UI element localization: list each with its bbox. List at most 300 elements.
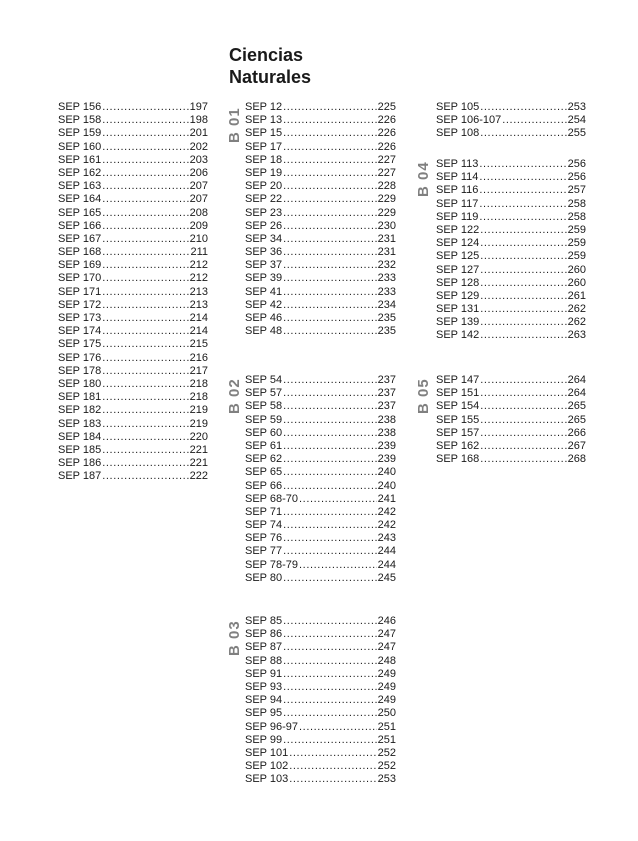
block-label-b01: B 01: [226, 107, 243, 143]
dot-leader: [283, 286, 377, 299]
entry-label: SEP 172: [58, 298, 102, 311]
entry-page-number: 260: [567, 263, 586, 276]
entry-label: SEP 77: [245, 545, 283, 558]
index-entry: [245, 668, 396, 681]
index-entry: [245, 374, 396, 387]
entry-page-number: 214: [189, 312, 208, 324]
index-entry: [245, 641, 396, 654]
entry-page-number: 208: [189, 206, 208, 219]
dot-leader: [102, 114, 188, 127]
dot-leader: [102, 233, 188, 246]
index-entry: [58, 233, 208, 246]
index-entry: [245, 655, 396, 668]
entry-label: SEP 87: [245, 641, 283, 654]
dot-leader: [480, 374, 566, 387]
dot-leader: [283, 655, 377, 668]
entry-page-number: 264: [567, 387, 586, 400]
entry-page-number: 207: [189, 193, 208, 206]
dot-leader: [283, 440, 377, 453]
entry-page-number: 240: [377, 479, 396, 492]
entry-page-number: 211: [190, 246, 208, 259]
entry-label: SEP 113: [436, 158, 479, 170]
block-label-b04: B 04: [415, 161, 432, 197]
entry-label: SEP 80: [245, 571, 283, 584]
entry-page-number: 243: [377, 532, 396, 545]
index-entry: [245, 286, 396, 299]
index-entry: [436, 184, 586, 197]
index-entry: [58, 325, 208, 338]
entry-page-number: 233: [377, 285, 396, 298]
entry-label: SEP 170: [58, 272, 102, 285]
entry-label: SEP 15: [245, 127, 283, 140]
index-entry: [436, 400, 586, 413]
entry-label: SEP 166: [58, 219, 102, 232]
dot-leader: [102, 127, 188, 140]
entry-page-number: 254: [567, 114, 586, 127]
entry-label: SEP 131: [436, 303, 480, 316]
index-entry: [58, 180, 208, 193]
index-entry: [245, 141, 396, 154]
index-entry: [58, 470, 208, 483]
entry-page-number: 235: [377, 312, 396, 324]
index-entry: [436, 316, 586, 329]
block-label-b02: B 02: [226, 378, 243, 414]
index-entry: [245, 615, 396, 628]
entry-label: SEP 68-70: [245, 492, 299, 505]
index-column-2-block-02: [245, 374, 396, 585]
entry-label: SEP 78-79: [245, 558, 299, 571]
dot-leader: [283, 312, 377, 325]
dot-leader: [480, 387, 566, 400]
dot-leader: [502, 114, 566, 127]
index-entry: [436, 171, 586, 184]
dot-leader: [102, 154, 188, 167]
entry-label: SEP 125: [436, 250, 480, 263]
dot-leader: [283, 641, 377, 654]
dot-leader: [283, 299, 377, 312]
dot-leader: [283, 414, 377, 427]
index-entry: [245, 414, 396, 427]
entry-page-number: 213: [189, 298, 208, 311]
entry-label: SEP 66: [245, 479, 283, 492]
dot-leader: [283, 233, 377, 246]
index-entry: [436, 114, 586, 127]
entry-label: SEP 174: [58, 325, 102, 338]
entry-page-number: 226: [377, 114, 396, 127]
dot-leader: [102, 246, 189, 259]
entry-page-number: 267: [567, 439, 586, 452]
entry-label: SEP 168: [58, 246, 102, 259]
entry-label: SEP 160: [58, 140, 102, 153]
index-entry: [58, 207, 208, 220]
entry-page-number: 203: [189, 153, 208, 166]
index-entry: [436, 211, 586, 224]
index-entry: [245, 734, 396, 747]
dot-leader: [299, 721, 377, 734]
index-entry: [58, 193, 208, 206]
entry-label: SEP 71: [245, 505, 283, 518]
entry-label: SEP 127: [436, 263, 480, 276]
entry-label: SEP 41: [245, 285, 283, 298]
entry-page-number: 268: [567, 453, 586, 466]
entry-label: SEP 147: [436, 374, 480, 386]
entry-page-number: 251: [377, 720, 396, 733]
entry-label: SEP 93: [245, 680, 283, 693]
index-column-1: [58, 101, 208, 483]
dot-leader: [283, 572, 377, 585]
entry-page-number: 249: [377, 680, 396, 693]
index-entry: [245, 259, 396, 272]
entry-page-number: 258: [567, 210, 586, 223]
entry-page-number: 257: [567, 184, 586, 197]
entry-page-number: 242: [377, 505, 396, 518]
entry-label: SEP 101: [245, 746, 289, 759]
dot-leader: [283, 681, 377, 694]
entry-page-number: 226: [377, 140, 396, 153]
entry-label: SEP 117: [436, 197, 479, 210]
dot-leader: [102, 299, 188, 312]
entry-page-number: 253: [377, 773, 396, 786]
dot-leader: [283, 387, 377, 400]
dot-leader: [283, 180, 377, 193]
index-entry: [245, 559, 396, 572]
index-entry: [58, 220, 208, 233]
entry-page-number: 244: [377, 545, 396, 558]
entry-page-number: 255: [567, 127, 586, 140]
entry-label: SEP 34: [245, 232, 283, 245]
index-entry: [58, 457, 208, 470]
entry-label: SEP 17: [245, 140, 283, 153]
entry-label: SEP 178: [58, 364, 102, 377]
dot-leader: [102, 404, 188, 417]
entry-page-number: 239: [377, 453, 396, 466]
entry-page-number: 260: [567, 276, 586, 289]
dot-leader: [283, 101, 377, 114]
entry-page-number: 239: [377, 439, 396, 452]
entry-page-number: 241: [377, 492, 396, 505]
entry-label: SEP 105: [436, 101, 480, 113]
entry-page-number: 207: [189, 180, 208, 193]
entry-label: SEP 139: [436, 316, 480, 329]
entry-page-number: 246: [377, 615, 396, 627]
entry-page-number: 262: [567, 316, 586, 329]
dot-leader: [102, 457, 188, 470]
dot-leader: [283, 480, 377, 493]
index-entry: [436, 250, 586, 263]
index-entry: [245, 545, 396, 558]
dot-leader: [283, 193, 377, 206]
dot-leader: [289, 760, 376, 773]
index-entry: [58, 391, 208, 404]
entry-label: SEP 62: [245, 453, 283, 466]
dot-leader: [480, 250, 566, 263]
entry-page-number: 201: [189, 127, 208, 140]
index-entry: [436, 329, 586, 342]
index-entry: [245, 506, 396, 519]
dot-leader: [283, 114, 377, 127]
dot-leader: [283, 545, 377, 558]
index-entry: [436, 387, 586, 400]
entry-page-number: 219: [189, 417, 208, 430]
entry-label: SEP 23: [245, 206, 283, 219]
index-entry: [58, 127, 208, 140]
index-entry: [245, 532, 396, 545]
dot-leader: [102, 352, 188, 365]
dot-leader: [102, 101, 188, 114]
entry-label: SEP 156: [58, 101, 102, 113]
entry-label: SEP 151: [436, 387, 480, 400]
entry-label: SEP 102: [245, 760, 289, 773]
dot-leader: [283, 466, 377, 479]
entry-page-number: 265: [567, 400, 586, 413]
dot-leader: [479, 171, 566, 184]
dot-leader: [283, 453, 377, 466]
entry-label: SEP 159: [58, 127, 102, 140]
entry-page-number: 226: [377, 127, 396, 140]
entry-page-number: 238: [377, 426, 396, 439]
index-entry: [245, 694, 396, 707]
entry-label: SEP 124: [436, 237, 480, 250]
entry-page-number: 216: [189, 351, 208, 364]
entry-label: SEP 20: [245, 180, 283, 193]
entry-label: SEP 175: [58, 338, 102, 351]
index-entry: [245, 480, 396, 493]
entry-page-number: 229: [377, 193, 396, 206]
dot-leader: [283, 734, 377, 747]
entry-label: SEP 86: [245, 628, 283, 641]
entry-label: SEP 26: [245, 219, 283, 232]
index-entry: [58, 154, 208, 167]
entry-page-number: 249: [377, 667, 396, 680]
index-entry: [436, 374, 586, 387]
dot-leader: [102, 470, 188, 483]
entry-label: SEP 184: [58, 430, 102, 443]
dot-leader: [102, 418, 188, 431]
entry-label: SEP 176: [58, 351, 102, 364]
dot-leader: [283, 427, 377, 440]
index-entry: [245, 325, 396, 338]
entry-label: SEP 22: [245, 193, 283, 206]
dot-leader: [102, 338, 188, 351]
index-entry: [245, 453, 396, 466]
entry-label: SEP 180: [58, 377, 102, 390]
index-entry: [58, 167, 208, 180]
entry-page-number: 250: [377, 707, 396, 720]
dot-leader: [479, 211, 566, 224]
dot-leader: [283, 325, 377, 338]
entry-label: SEP 85: [245, 615, 283, 627]
entry-label: SEP 108: [436, 127, 480, 140]
index-entry: [245, 466, 396, 479]
entry-label: SEP 164: [58, 193, 102, 206]
dot-leader: [102, 207, 188, 220]
dot-leader: [102, 391, 188, 404]
entry-page-number: 228: [377, 180, 396, 193]
entry-page-number: 231: [377, 246, 396, 259]
index-entry: [436, 158, 586, 171]
title-line-1: Ciencias: [229, 45, 304, 65]
entry-label: SEP 185: [58, 443, 102, 456]
index-entry: [436, 427, 586, 440]
entry-page-number: 231: [377, 232, 396, 245]
entry-label: SEP 161: [58, 153, 102, 166]
index-entry: [58, 444, 208, 457]
entry-label: SEP 96-97: [245, 720, 299, 733]
index-entry: [436, 198, 586, 211]
dot-leader: [283, 506, 377, 519]
dot-leader: [283, 707, 377, 720]
index-entry: [245, 167, 396, 180]
dot-leader: [480, 224, 566, 237]
entry-page-number: 221: [189, 443, 208, 456]
entry-label: SEP 162: [58, 166, 102, 179]
index-column-2-block-03: [245, 615, 396, 786]
entry-page-number: 256: [567, 158, 586, 170]
index-entry: [58, 404, 208, 417]
index-entry: [436, 224, 586, 237]
entry-label: SEP 60: [245, 426, 283, 439]
dot-leader: [102, 444, 188, 457]
entry-page-number: 247: [377, 628, 396, 641]
entry-label: SEP 154: [436, 400, 480, 413]
entry-page-number: 219: [189, 404, 208, 417]
index-entry: [436, 414, 586, 427]
entry-page-number: 244: [377, 558, 396, 571]
dot-leader: [479, 184, 566, 197]
entry-page-number: 259: [567, 223, 586, 236]
index-entry: [245, 440, 396, 453]
index-entry: [58, 259, 208, 272]
dot-leader: [283, 400, 377, 413]
entry-page-number: 247: [377, 641, 396, 654]
index-entry: [58, 365, 208, 378]
entry-label: SEP 128: [436, 276, 480, 289]
index-entry: [436, 440, 586, 453]
dot-leader: [102, 167, 188, 180]
entry-page-number: 225: [377, 101, 396, 113]
index-entry: [245, 747, 396, 760]
index-entry: [245, 681, 396, 694]
index-entry: [245, 707, 396, 720]
dot-leader: [102, 193, 188, 206]
entry-label: SEP 163: [58, 180, 102, 193]
dot-leader: [102, 312, 188, 325]
entry-label: SEP 74: [245, 519, 283, 532]
entry-page-number: 218: [189, 391, 208, 404]
entry-page-number: 210: [189, 232, 208, 245]
dot-leader: [480, 127, 566, 140]
entry-label: SEP 173: [58, 312, 102, 324]
dot-leader: [283, 167, 377, 180]
entry-page-number: 213: [189, 285, 208, 298]
index-entry: [245, 154, 396, 167]
index-entry: [58, 246, 208, 259]
index-column-3-block-05: [436, 374, 586, 466]
entry-page-number: 212: [189, 272, 208, 285]
entry-page-number: 229: [377, 206, 396, 219]
entry-label: SEP 39: [245, 272, 283, 285]
index-entry: [245, 180, 396, 193]
entry-page-number: 209: [189, 219, 208, 232]
dot-leader: [480, 329, 566, 342]
dot-leader: [480, 427, 566, 440]
index-entry: [245, 233, 396, 246]
dot-leader: [283, 519, 377, 532]
index-entry: [245, 299, 396, 312]
dot-leader: [480, 237, 566, 250]
index-entry: [245, 572, 396, 585]
entry-label: SEP 94: [245, 694, 283, 707]
entry-page-number: 252: [377, 746, 396, 759]
index-entry: [58, 114, 208, 127]
index-column-3-block-04: [436, 158, 586, 343]
entry-label: SEP 157: [436, 426, 480, 439]
entry-label: SEP 181: [58, 391, 102, 404]
index-entry: [58, 286, 208, 299]
block-label-b03: B 03: [226, 620, 243, 656]
entry-page-number: 251: [377, 733, 396, 746]
dot-leader: [480, 101, 566, 114]
entry-page-number: 202: [189, 140, 208, 153]
index-entry: [58, 312, 208, 325]
title-line-2: Naturales: [229, 67, 312, 87]
entry-page-number: 253: [567, 101, 586, 113]
dot-leader: [283, 615, 377, 628]
index-entry: [245, 312, 396, 325]
index-entry: [436, 127, 586, 140]
entry-label: SEP 61: [245, 439, 283, 452]
index-entry: [245, 207, 396, 220]
entry-page-number: 221: [189, 457, 208, 470]
entry-page-number: 237: [377, 387, 396, 400]
index-entry: [436, 237, 586, 250]
dot-leader: [283, 694, 377, 707]
entry-page-number: 261: [567, 289, 586, 302]
index-entry: [245, 721, 396, 734]
entry-label: SEP 171: [58, 285, 102, 298]
entry-page-number: 222: [189, 470, 208, 483]
dot-leader: [299, 559, 377, 572]
entry-label: SEP 106-107: [436, 114, 502, 127]
entry-label: SEP 48: [245, 325, 283, 338]
entry-label: SEP 58: [245, 400, 283, 413]
entry-label: SEP 88: [245, 654, 283, 667]
entry-label: SEP 119: [436, 210, 479, 223]
entry-label: SEP 36: [245, 246, 283, 259]
dot-leader: [480, 290, 566, 303]
entry-page-number: 218: [189, 377, 208, 390]
entry-page-number: 220: [189, 430, 208, 443]
entry-page-number: 233: [377, 272, 396, 285]
entry-page-number: 198: [189, 114, 208, 127]
entry-page-number: 227: [377, 153, 396, 166]
entry-label: SEP 54: [245, 374, 283, 386]
entry-label: SEP 65: [245, 466, 283, 479]
dot-leader: [289, 773, 376, 786]
entry-page-number: 259: [567, 237, 586, 250]
index-entry: [58, 418, 208, 431]
index-entry: [245, 519, 396, 532]
entry-label: SEP 165: [58, 206, 102, 219]
index-entry: [58, 352, 208, 365]
entry-page-number: 232: [377, 259, 396, 272]
section-title: [229, 44, 311, 88]
index-entry: [245, 220, 396, 233]
dot-leader: [479, 198, 566, 211]
index-entry: [58, 101, 208, 114]
dot-leader: [102, 259, 188, 272]
dot-leader: [102, 325, 188, 338]
